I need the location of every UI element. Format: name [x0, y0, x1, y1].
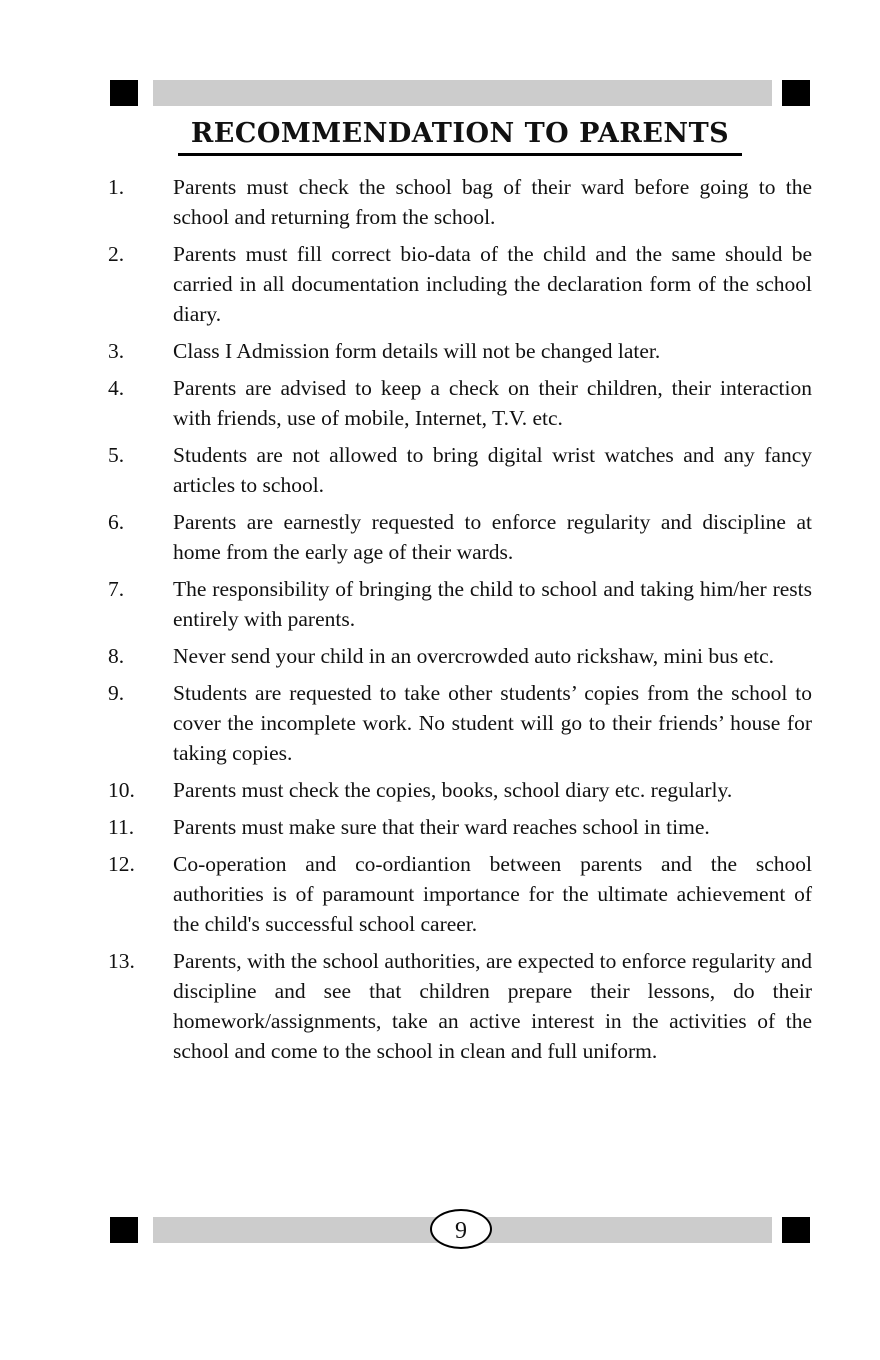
item-text: Parents, with the school authorities, are expected to enforce regularity and discipline and see that children prepare their lessons, do their homework/assignments, take an active interest in the activities of the school and come to the school in clean and full uniform.: [173, 949, 812, 1063]
item-number: 7.: [108, 577, 125, 601]
list-item: [108, 440, 812, 500]
item-text: Parents must make sure that their ward reaches school in time.: [173, 815, 710, 839]
item-number: 4.: [108, 376, 125, 400]
header-left-square: [110, 80, 138, 106]
item-number: 12.: [108, 852, 135, 876]
list-item: [108, 946, 812, 1066]
list-item: [108, 641, 812, 671]
item-text: Students are requested to take other students’ copies from the school to cover the incomplete work. No student will go to their friends’ house for taking copies.: [173, 681, 812, 765]
list-item: [108, 574, 812, 634]
item-text: The responsibility of bringing the child to school and taking him/her rests entirely with parents.: [173, 577, 812, 631]
item-number: 13.: [108, 949, 135, 973]
header-right-square: [782, 80, 810, 106]
list-item: [108, 507, 812, 567]
item-number: 6.: [108, 510, 125, 534]
item-number: 2.: [108, 242, 125, 266]
page-title: RECOMMENDATION TO PARENTS: [178, 118, 742, 156]
list-item: [108, 678, 812, 768]
header-decoration-bar: [110, 80, 810, 106]
recommendation-list: [108, 172, 812, 1073]
item-number: 1.: [108, 175, 125, 199]
list-item: [108, 336, 812, 366]
item-text: Class I Admission form details will not be changed later.: [173, 339, 661, 363]
item-number: 9.: [108, 681, 125, 705]
item-text: Parents must check the school bag of their ward before going to the school and returning from the school.: [173, 175, 812, 229]
item-number: 5.: [108, 443, 125, 467]
footer-left-square: [110, 1217, 138, 1243]
list-item: [108, 849, 812, 939]
header-gray-band: [153, 80, 772, 106]
item-text: Students are not allowed to bring digital wrist watches and any fancy articles to school.: [173, 443, 812, 497]
item-number: 11.: [108, 815, 135, 839]
item-number: 8.: [108, 644, 125, 668]
item-text: Co-operation and co-ordiantion between parents and the school authorities is of paramount importance for the ultimate achievement of the child's successful school career.: [173, 852, 812, 936]
footer-right-square: [782, 1217, 810, 1243]
item-number: 3.: [108, 339, 125, 363]
list-item: [108, 373, 812, 433]
item-number: 10.: [108, 778, 135, 802]
item-text: Parents are earnestly requested to enforce regularity and discipline at home from the early age of their wards.: [173, 510, 812, 564]
list-item: [108, 172, 812, 232]
item-text: Never send your child in an overcrowded auto rickshaw, mini bus etc.: [173, 644, 775, 668]
list-item: [108, 812, 812, 842]
page-number: 9: [430, 1209, 492, 1249]
item-text: Parents are advised to keep a check on their children, their interaction with friends, use of mobile, Internet, T.V. etc.: [173, 376, 812, 430]
list-item: [108, 775, 812, 805]
list-item: [108, 239, 812, 329]
item-text: Parents must fill correct bio-data of the child and the same should be carried in all documentation including the declaration form of the school diary.: [173, 242, 812, 326]
item-text: Parents must check the copies, books, school diary etc. regularly.: [173, 778, 733, 802]
